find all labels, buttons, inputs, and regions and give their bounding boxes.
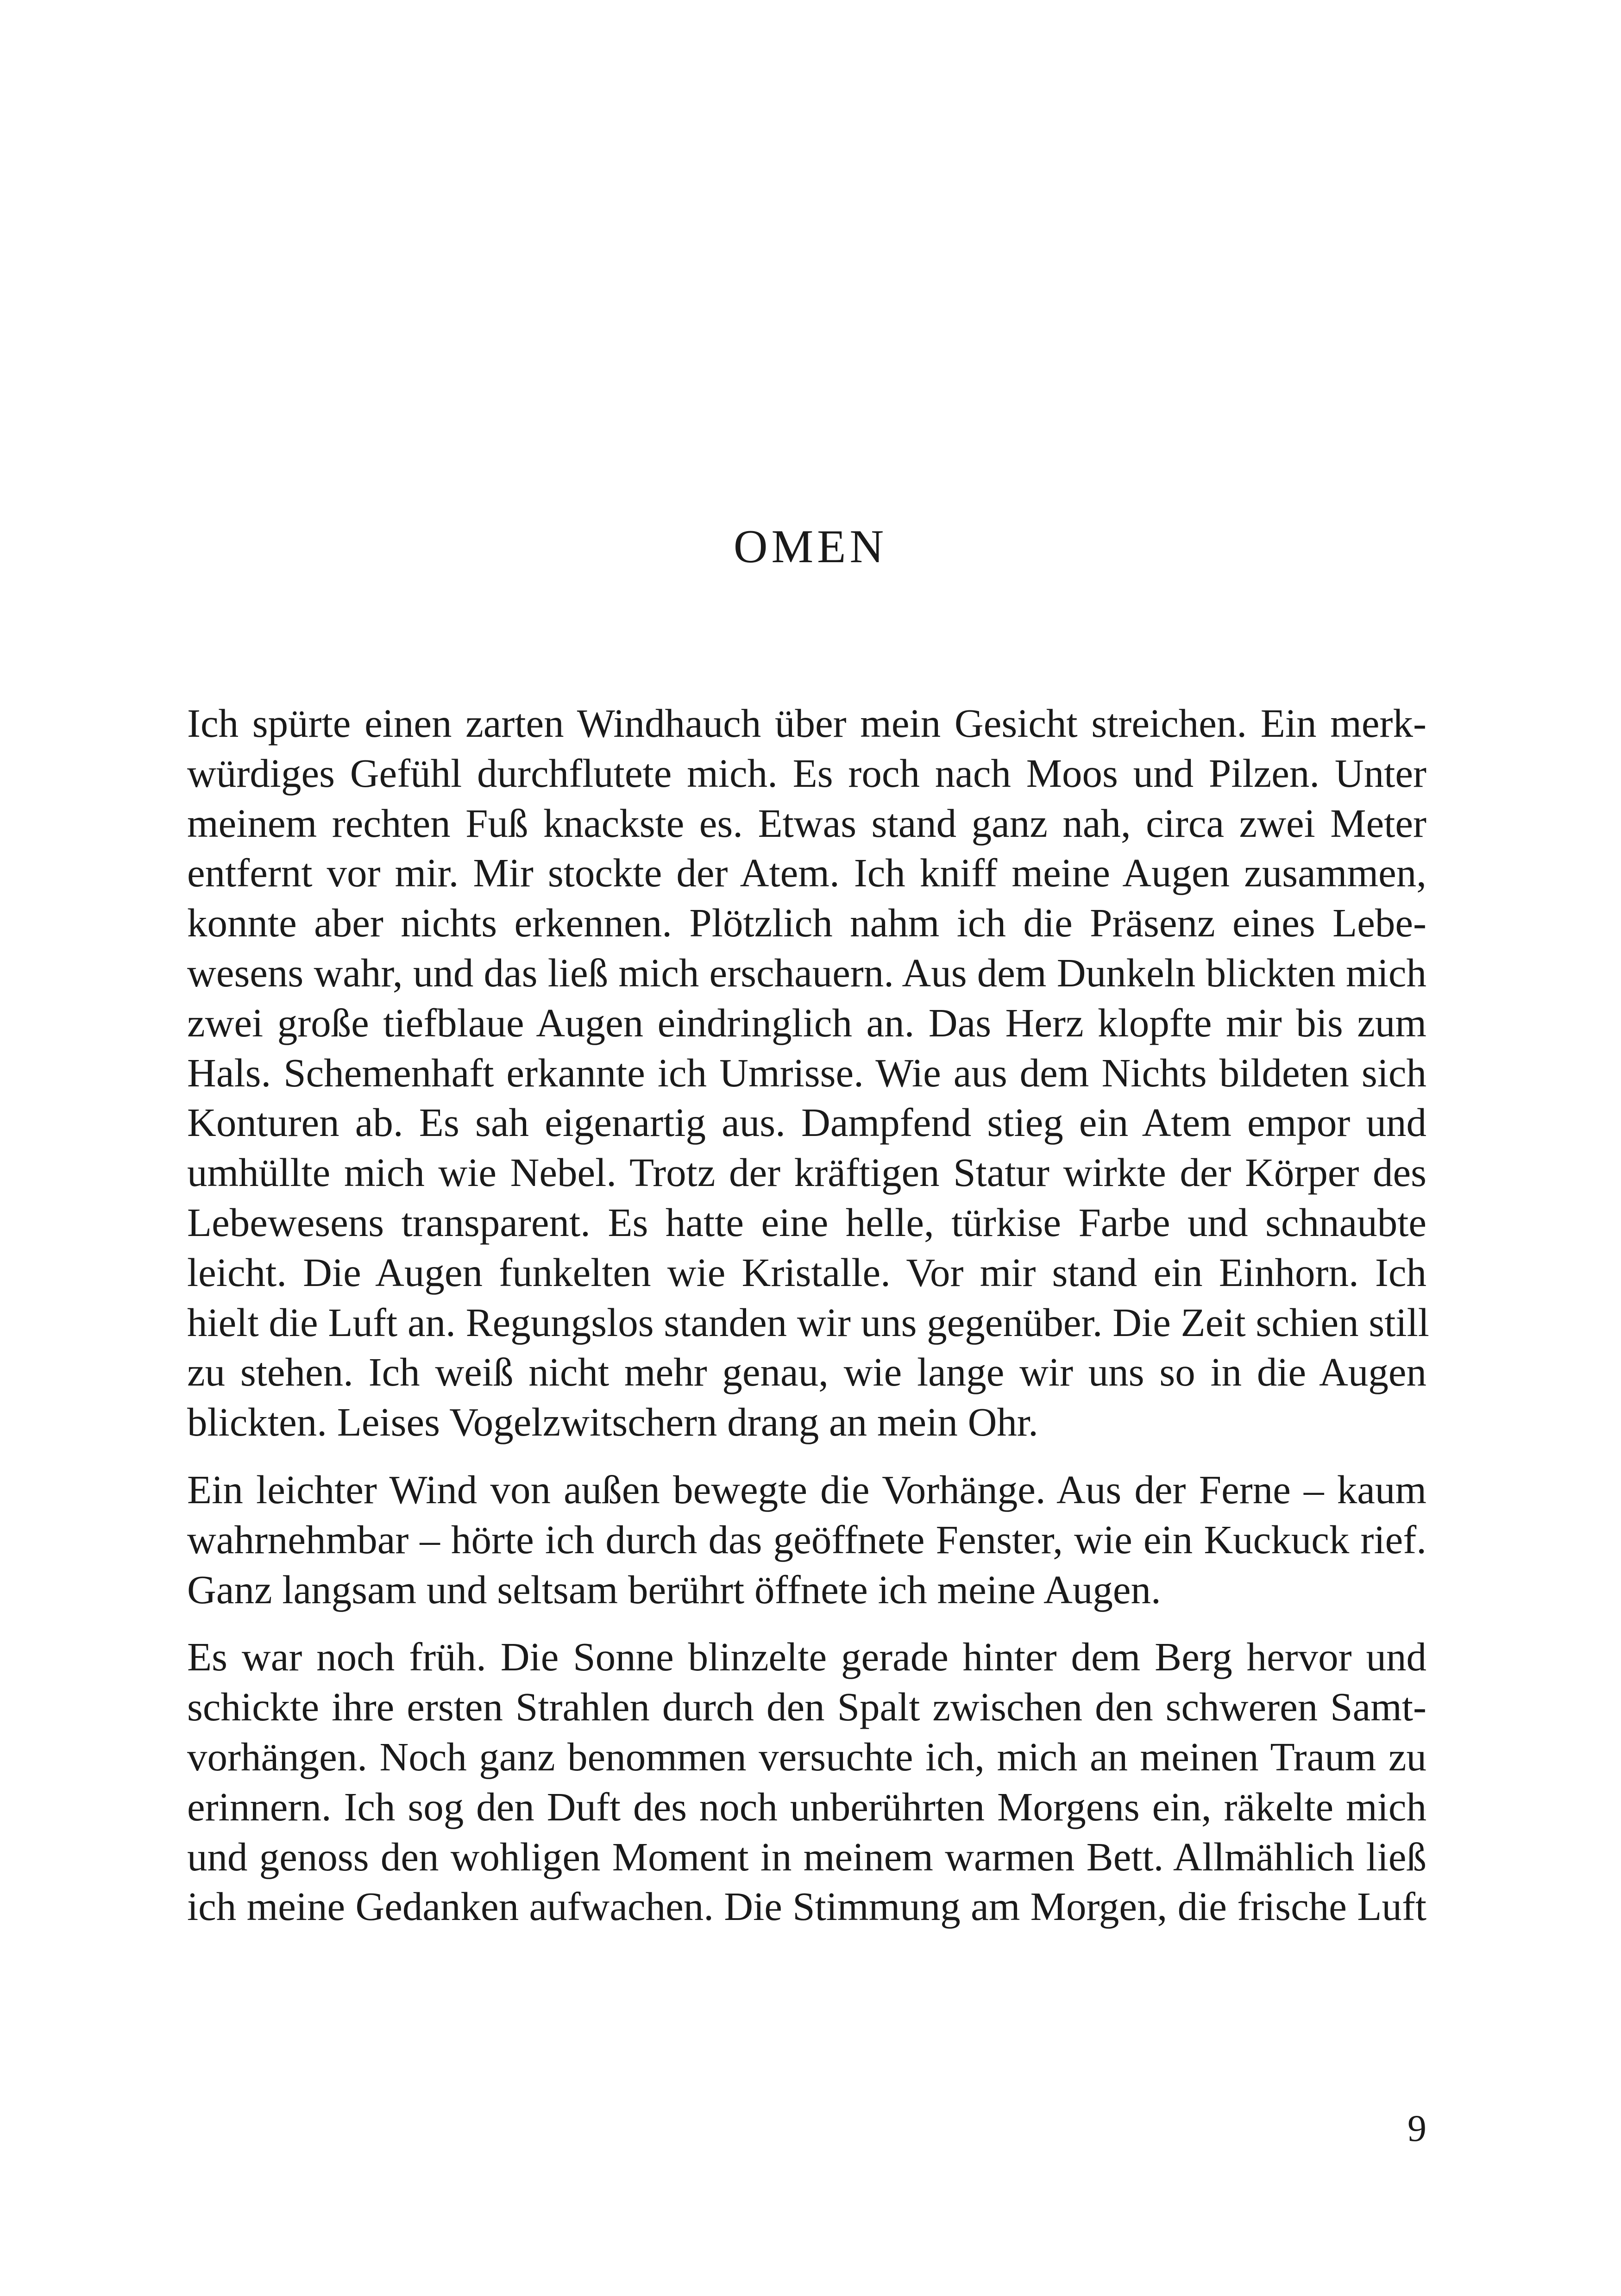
text-line: Ich spürte einen zarten Windhauch über mein Gesicht streichen. Ein merk-	[187, 701, 1426, 746]
paragraph-1	[187, 698, 1429, 1447]
text-line: zu stehen. Ich weiß nicht mehr genau, wie lange wir uns so in die Augen	[187, 1349, 1426, 1395]
text-line: schickte ihre ersten Strahlen durch den Spalt zwischen den schweren Samt-	[187, 1684, 1426, 1730]
text-line: umhüllte mich wie Nebel. Trotz der kräftigen Statur wirkte der Körper des	[187, 1150, 1426, 1195]
text-line: meinem rechten Fuß knackste es. Etwas stand ganz nah, circa zwei Meter	[187, 800, 1426, 846]
paragraph-3	[187, 1632, 1426, 1932]
text-line: ich meine Gedanken aufwachen. Die Stimmung am Morgen, die frische Luft	[187, 1884, 1426, 1929]
text-line: wahrnehmbar – hörte ich durch das geöffnete Fenster, wie ein Kuckuck rief.	[187, 1517, 1426, 1562]
text-line: entfernt vor mir. Mir stockte der Atem. Ich kniff meine Augen zusammen,	[187, 850, 1426, 896]
text-line: blickten. Leises Vogelzwitschern drang an mein Ohr.	[187, 1399, 1038, 1445]
chapter-title: OMEN	[733, 521, 888, 573]
text-line: und genoss den wohligen Moment in meinem warmen Bett. Allmählich ließ	[187, 1834, 1426, 1879]
text-line: Hals. Schemenhaft erkannte ich Umrisse. Wie aus dem Nichts bildeten sich	[187, 1050, 1426, 1095]
text-line: Ganz langsam und seltsam berührt öffnete ich meine Augen.	[187, 1567, 1161, 1612]
text-line: konnte aber nichts erkennen. Plötzlich nahm ich die Präsenz eines Lebe-	[187, 900, 1426, 946]
text-line: Es war noch früh. Die Sonne blinzelte gerade hinter dem Berg hervor und	[187, 1634, 1426, 1680]
text-line: Konturen ab. Es sah eigenartig aus. Dampfend stieg ein Atem empor und	[187, 1100, 1426, 1145]
page-number: 9	[1407, 2107, 1426, 2149]
paragraph-2	[187, 1465, 1426, 1614]
text-line: hielt die Luft an. Regungslos standen wir uns gegenüber. Die Zeit schien still	[187, 1299, 1429, 1345]
text-line: würdiges Gefühl durchflutete mich. Es roch nach Moos und Pilzen. Unter	[187, 750, 1426, 796]
text-line: Lebewesens transparent. Es hatte eine helle, türkise Farbe und schnaubte	[187, 1199, 1426, 1245]
text-line: vorhängen. Noch ganz benommen versuchte ich, mich an meinen Traum zu	[187, 1734, 1426, 1779]
body-text	[187, 698, 1429, 1949]
text-line: zwei große tiefblaue Augen eindringlich an. Das Herz klopfte mir bis zum	[187, 1000, 1426, 1045]
text-line: erinnern. Ich sog den Duft des noch unberührten Morgens ein, räkelte mich	[187, 1784, 1426, 1829]
text-line: wesens wahr, und das ließ mich erschauern. Aus dem Dunkeln blickten mich	[187, 950, 1426, 995]
text-line: Ein leichter Wind von außen bewegte die Vorhänge. Aus der Ferne – kaum	[187, 1467, 1426, 1512]
text-line: leicht. Die Augen funkelten wie Kristalle. Vor mir stand ein Einhorn. Ich	[187, 1249, 1426, 1295]
